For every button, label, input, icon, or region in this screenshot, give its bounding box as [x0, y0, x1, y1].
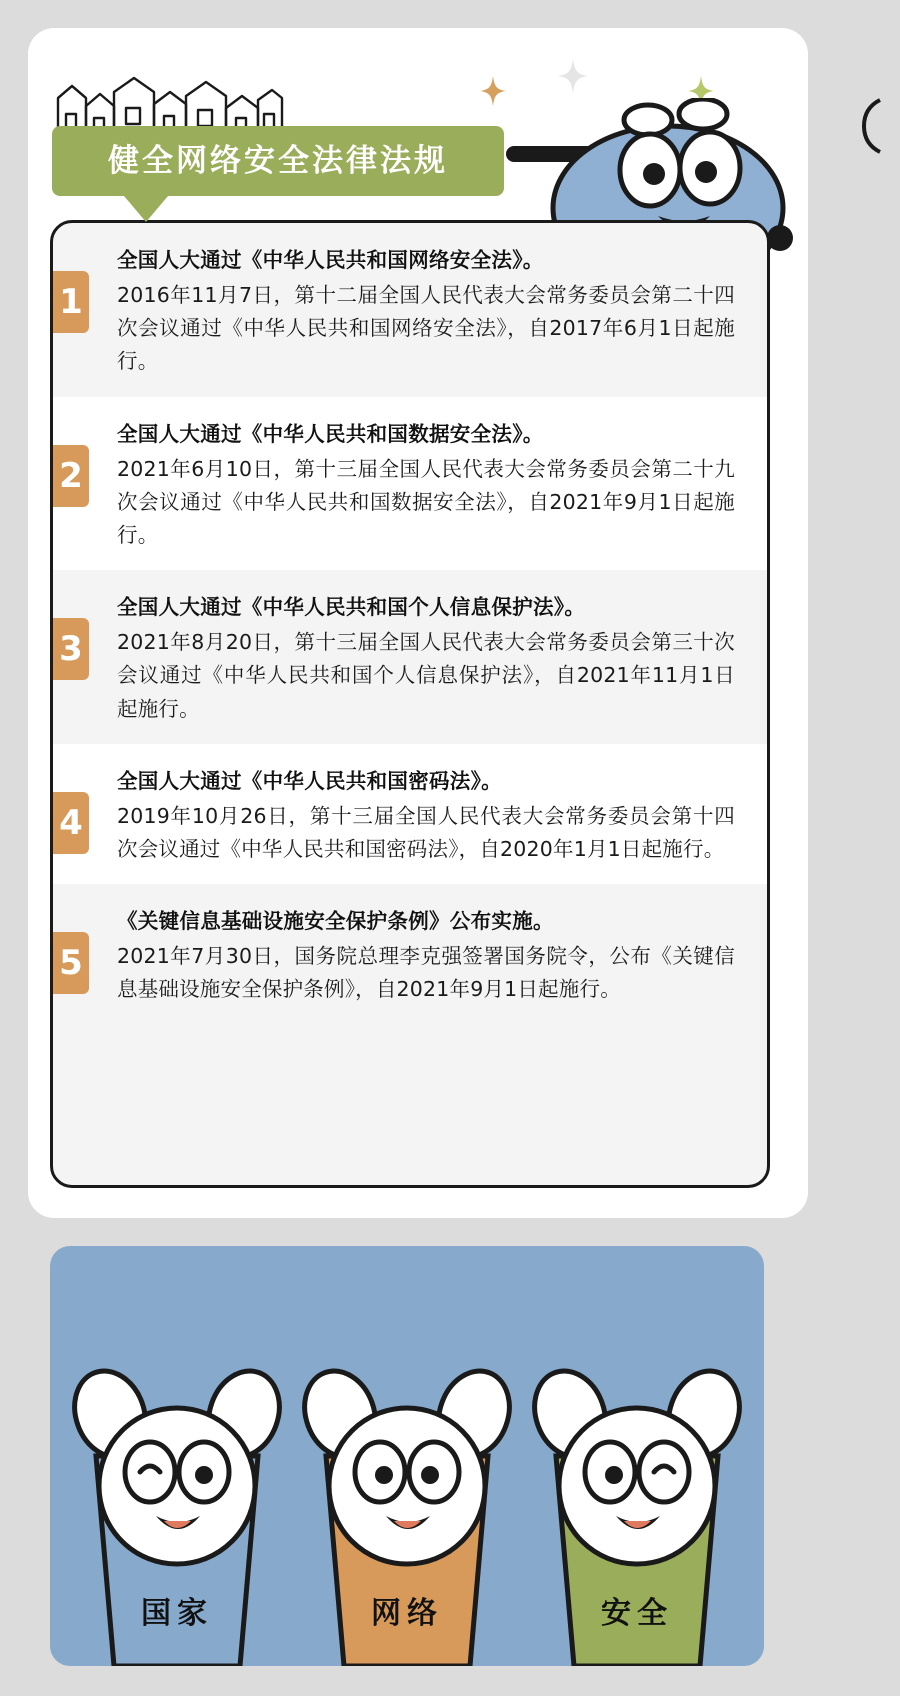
footer-mascot-2 [300, 1336, 514, 1666]
title-banner [52, 126, 504, 196]
list-item [53, 884, 767, 1024]
item-number: 5 [53, 932, 89, 994]
item-body: 2016年11月7日，第十二届全国人民代表大会常务委员会第二十四次会议通过《中华人民共和国网络安全法》，自2017年6月1日起施行。 [117, 283, 735, 374]
sparkle-icon [558, 58, 588, 94]
item-heading: 全国人大通过《中华人民共和国个人信息保护法》。 [117, 595, 586, 620]
item-body: 2021年6月10日，第十三届全国人民代表大会常务委员会第二十九次会议通过《中华人民共和国数据安全法》，自2021年9月1日起施行。 [117, 456, 735, 548]
item-number: 2 [53, 445, 89, 507]
item-number: 1 [53, 271, 89, 333]
list-item [53, 744, 767, 884]
poster [28, 28, 808, 1668]
item-number: 3 [53, 618, 89, 680]
footer-word: 安全 [601, 1596, 673, 1631]
item-heading: 全国人大通过《中华人民共和国密码法》。 [117, 768, 502, 793]
footer-word: 国家 [141, 1596, 213, 1631]
item-body: 2021年8月20日，第十三届全国人民代表大会常务委员会第三十次会议通过《中华人民共和国个人信息保护法》，自2021年11月1日起施行。 [117, 630, 735, 721]
list-item [53, 223, 767, 397]
top-card [28, 28, 808, 1218]
title-banner-tail [124, 196, 168, 222]
list-item [53, 570, 767, 744]
provisions-list [50, 220, 770, 1188]
footer-card [50, 1246, 764, 1666]
item-heading: 全国人大通过《中华人民共和国数据安全法》。 [117, 421, 544, 446]
page-title: 健全网络安全法律法规 [108, 143, 448, 179]
footer-mascot-3 [530, 1336, 744, 1666]
item-heading: 《关键信息基础设施安全保护条例》公布实施。 [117, 909, 554, 934]
footer-word: 网络 [371, 1596, 443, 1631]
item-body: 2019年10月26日，第十三届全国人民代表大会常务委员会第十四次会议通过《中华人民共和国密码法》，自2020年1月1日起施行。 [117, 803, 735, 862]
edge-decoration-icon [850, 96, 890, 156]
footer-mascot-1 [70, 1336, 284, 1666]
item-heading: 全国人大通过《中华人民共和国网络安全法》。 [117, 248, 544, 272]
list-item [53, 397, 767, 571]
item-body: 2021年7月30日，国务院总理李克强签署国务院令，公布《关键信息基础设施安全保护条例》，自2021年9月1日起施行。 [117, 944, 735, 1002]
item-number: 4 [53, 792, 89, 854]
